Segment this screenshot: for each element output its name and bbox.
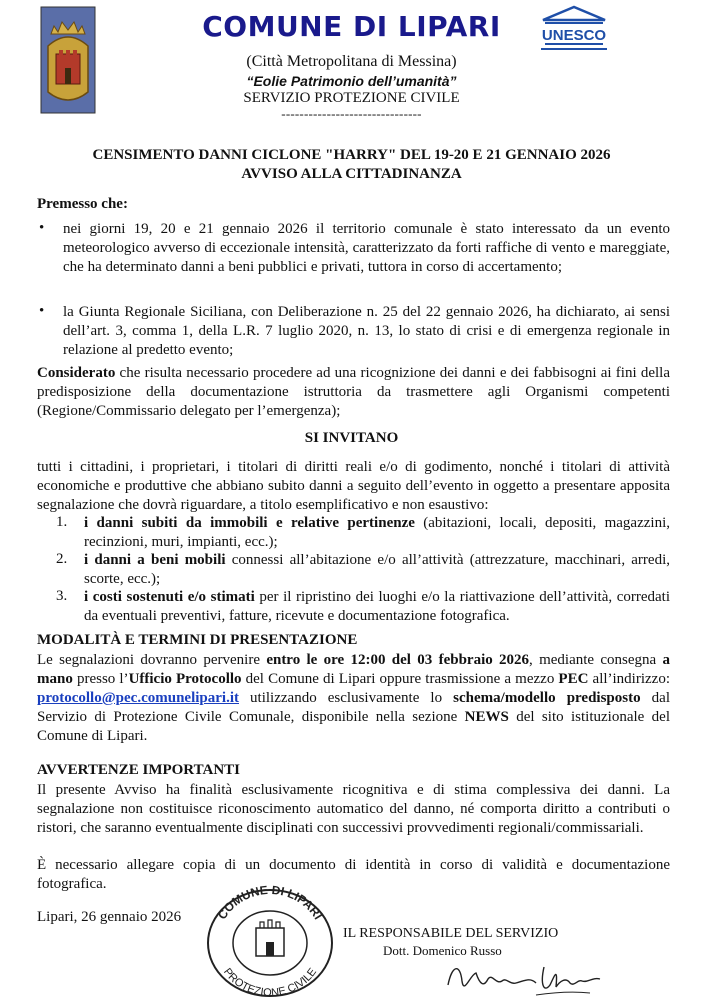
list-item: [84, 551, 670, 589]
svg-text:COMUNE DI LIPARI: [215, 884, 325, 922]
pec-email-link[interactable]: protocollo@pec.comunelipari.it: [37, 690, 239, 706]
text-run: , mediante consegna: [529, 652, 663, 668]
unesco-label: UNESCO: [541, 27, 607, 44]
bold-run: a mano: [37, 652, 671, 687]
bold-run: schema/modello predisposto: [453, 690, 641, 706]
civil-protection-stamp: [204, 884, 336, 998]
responsible-title: IL RESPONSABILE DEL SERVIZIO: [343, 926, 559, 941]
list-item-text: (abitazioni, locali, depositi, magazzini, recinzioni, muri, impianti, ecc.);: [84, 515, 670, 550]
handwritten-signature: [440, 955, 610, 1000]
deadline: entro le ore 12:00 del 03 febbraio 2026: [266, 652, 530, 668]
bullet-icon: •: [39, 303, 45, 319]
bold-run: Ufficio Protocollo: [128, 671, 242, 687]
notice-heading: CENSIMENTO DANNI CICLONE "HARRY" DEL 19-20 E 21 GENNAIO 2026: [92, 147, 611, 163]
list-item-bold: i danni subiti da immobili e relative pertinenze: [84, 515, 415, 531]
stamp-top-text: COMUNE DI LIPARI: [214, 884, 326, 922]
list-item: [84, 514, 670, 552]
considerato-paragraph: [37, 364, 670, 421]
list-item-bold: i costi sostenuti e/o stimati: [84, 589, 255, 605]
text-run: Le segnalazioni dovranno pervenire: [37, 652, 267, 668]
unesco-logo: [537, 4, 611, 54]
responsible-name: Dott. Domenico Russo: [383, 943, 502, 958]
service-name: SERVIZIO PROTEZIONE CIVILE: [243, 90, 460, 106]
motto: “Eolie Patrimonio dell’umanità”: [246, 73, 457, 89]
list-item: [84, 588, 670, 626]
subtitle: (Città Metropolitana di Messina): [246, 53, 457, 70]
bullet-icon: •: [39, 220, 45, 236]
place-date: Lipari, 26 gennaio 2026: [37, 909, 182, 925]
invitano-intro: tutti i cittadini, i proprietari, i titolari di diritti reali e/o di godimento, nonché i titolari di attività economiche e produttive che abbiano subito danni a seguito dell’evento in oggetto a presentare apposita segnalazione che dovrà riguardare, a titolo esemplificativo e non esaustivo:: [37, 459, 670, 513]
considerato-label: Considerato: [37, 365, 116, 381]
modalita-title: MODALITÀ E TERMINI DI PRESENTAZIONE: [37, 632, 358, 648]
text-run: del Comune di Lipari oppure trasmissione a mezzo: [241, 671, 559, 687]
premesso-item: nei giorni 19, 20 e 21 gennaio 2026 il territorio comunale è stato interessato da un evento meteorologico avverso di eccezionale intensità, caratterizzato da forti raffiche di vento e mareggiate, che ha determinato danni a beni pubblici e privati, tuttora in corso di accertamento;: [63, 221, 670, 275]
premesso-item: la Giunta Regionale Siciliana, con Deliberazione n. 25 del 22 gennaio 2026, ha dichiarato, ai sensi dell’art. 3, comma 1, della L.R. 7 luglio 2020, n. 13, lo stato di crisi e di emergenza regionale in relazione al predetto evento;: [63, 304, 670, 358]
list-number: 3.: [56, 588, 68, 604]
list-item-text: per il ripristino dei luoghi e/o la riattivazione dell’attività, corredati da eventuali preventivi, fatture, ricevute e documentazione fotografica.: [84, 589, 671, 624]
list-number: 2.: [56, 551, 68, 567]
stamp-bottom-text: PROTEZIONE CIVILE: [220, 966, 320, 998]
list-item-bold: i danni a beni mobili: [84, 552, 226, 568]
header-separator: -------------------------------: [281, 106, 422, 121]
municipality-title: COMUNE DI LIPARI: [202, 10, 501, 43]
considerato-text: che risulta necessario procedere ad una ricognizione dei danni e dei fabbisogni ai fini della predisposizione della documentazione istruttoria da trasmettere agli Organismi competenti (Regione/Commissario delegato per l’emergenza);: [37, 365, 670, 419]
text-run: del sito istituzionale del Comune di Lipari.: [37, 709, 670, 744]
text-run: utilizzando esclusivamente lo: [239, 690, 454, 706]
invitano-heading: SI INVITANO: [304, 430, 399, 446]
bold-run: NEWS: [464, 709, 509, 725]
bold-run: PEC: [558, 671, 589, 687]
modalita-paragraph: [37, 651, 670, 746]
avvertenze-paragraph: Il presente Avviso ha finalità esclusivamente ricognitiva e di stima complessiva dei danni. La segnalazione non costituisce riconoscimento automatico del danno, né comporta diritto a contributi o ristori, che saranno eventualmente disciplinati con successivi provvedimenti regionali/commissariali.: [37, 782, 670, 836]
premesso-label: Premesso che:: [37, 196, 128, 212]
text-run: dal Servizio di Protezione Civile Comunale, disponibile nella sezione: [37, 690, 670, 725]
notice-subheading: AVVISO ALLA CITTADINANZA: [241, 166, 462, 182]
text-run: all’indirizzo:: [588, 671, 670, 687]
svg-text:PROTEZIONE CIVILE: [221, 966, 319, 998]
avvertenze-title: AVVERTENZE IMPORTANTI: [37, 762, 241, 778]
avvertenze-paragraph: È necessario allegare copia di un documento di identità in corso di validità e documentazione fotografica.: [37, 857, 670, 892]
list-number: 1.: [56, 514, 68, 530]
text-run: presso l’: [72, 671, 129, 687]
list-item-text: connessi all’abitazione e/o all’attività (attrezzature, macchinari, arredi, scorte, ecc.);: [84, 552, 670, 587]
